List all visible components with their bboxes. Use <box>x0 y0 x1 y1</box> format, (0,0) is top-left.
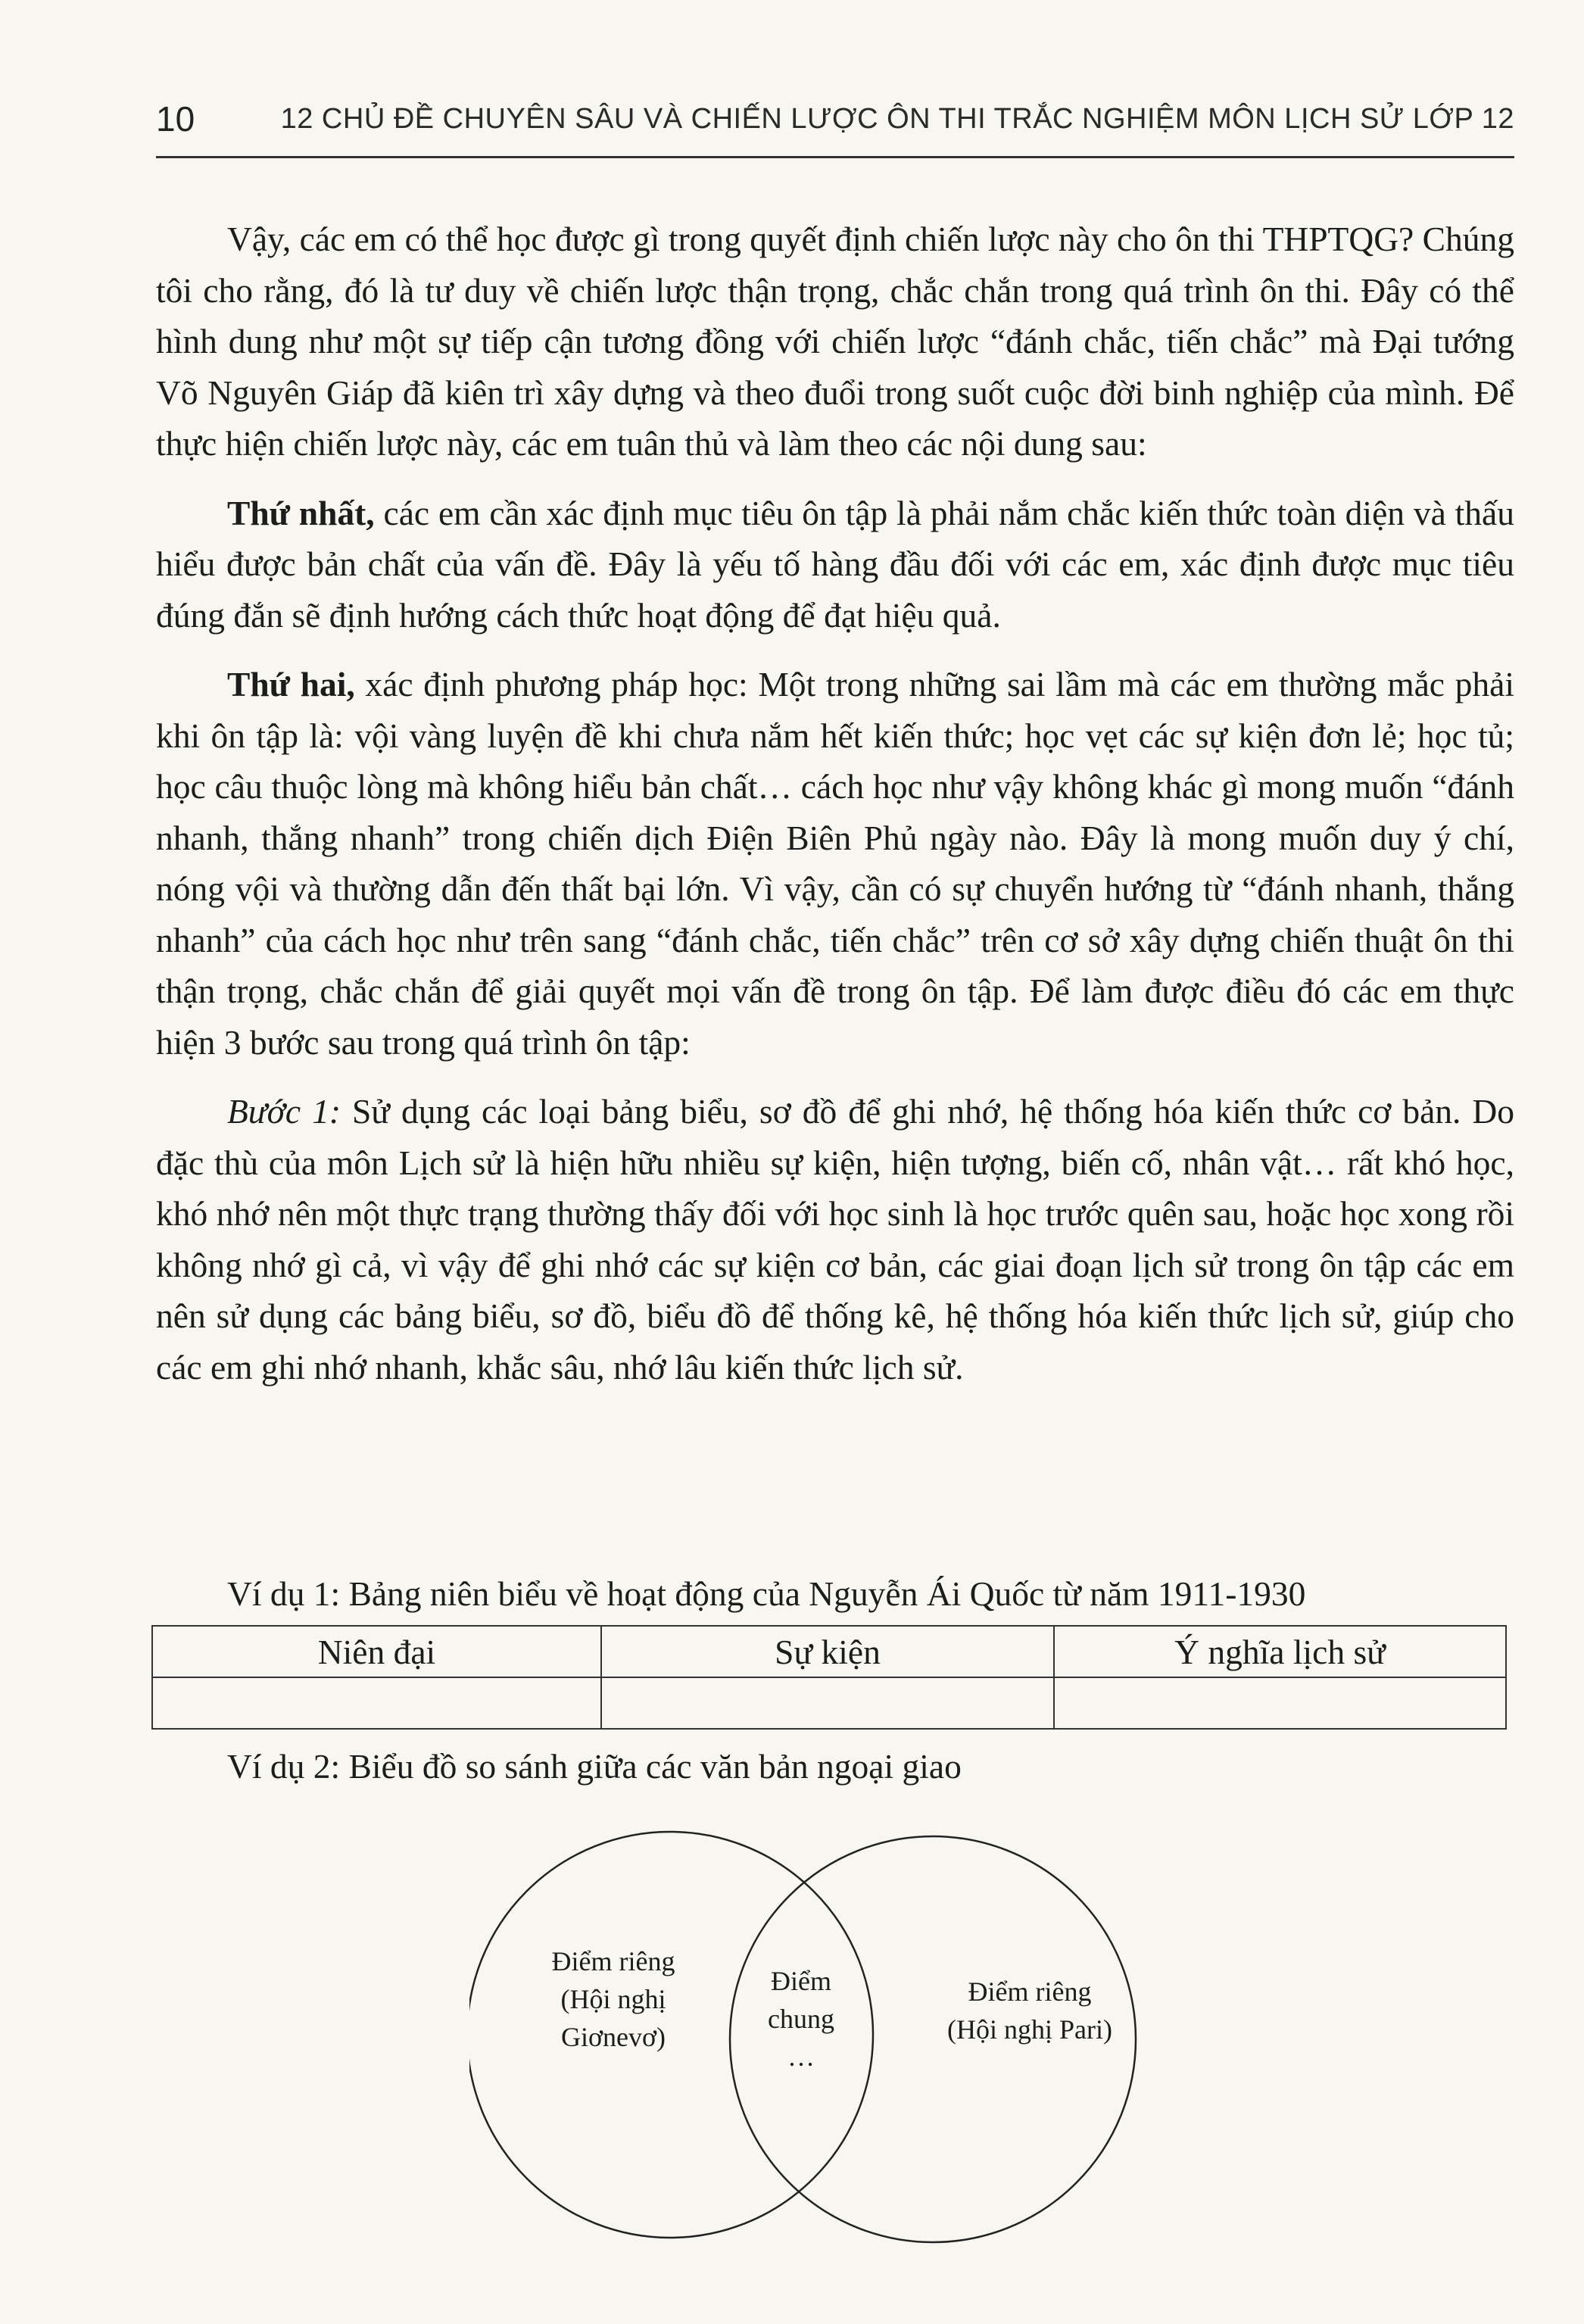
table-cell-empty <box>153 1678 602 1728</box>
paragraph-step-1-text: Sử dụng các loại bảng biểu, sơ đồ để ghi nhớ, hệ thống hóa kiến thức cơ bản. Do đặc thù của môn Lịch sử là hiện hữu nhiều sự kiện, hiện tượng, biến cố, nhân vật… rất khó học, khó nhớ nên một thực trạng thường thấy đối với học sinh là học trước quên sau, hoặc học xong rồi không nhớ gì cả, vì vậy để ghi nhớ các sự kiện cơ bản, các giai đoạn lịch sử trong ôn tập các em nên sử dụng các bảng biểu, sơ đồ, biểu đồ để thống kê, hệ thống hóa kiến thức lịch sử, giúp cho các em ghi nhớ nhanh, khắc sâu, nhớ lâu kiến thức lịch sử. <box>156 1092 1514 1387</box>
venn-center-line-1: Điểm <box>771 1966 831 1996</box>
paragraph-first <box>156 488 1514 641</box>
running-title: 12 CHỦ ĐỀ CHUYÊN SÂU VÀ CHIẾN LƯỢC ÔN THI TRẮC NGHIỆM MÔN LỊCH SỬ LỚP 12 <box>280 103 1514 135</box>
venn-left-line-3: Giơnevơ) <box>560 2022 666 2052</box>
lead-second: Thứ hai, <box>227 665 355 703</box>
venn-center-line-3: … <box>787 2042 815 2072</box>
body-text <box>156 214 1514 1393</box>
table-header-date: Niên đại <box>153 1627 602 1678</box>
venn-center-label <box>748 1962 854 2076</box>
chronology-table <box>151 1625 1507 1730</box>
step-label: Bước 1: <box>227 1092 341 1131</box>
lead-first: Thứ nhất, <box>227 493 375 532</box>
table-cell-empty <box>602 1678 1055 1728</box>
paragraph-second-text: xác định phương pháp học: Một trong những sai lầm mà các em thường mắc phải khi ôn tập là: vội vàng luyện đề khi chưa nắm hết kiến thức; học vẹt các sự kiện đơn lẻ; học tủ; học câu thuộc lòng mà không hiểu bản chất… cách học như vậy không khác gì mong muốn “đánh nhanh, thắng nhanh” trong chiến dịch Điện Biên Phủ ngày nào. Đây là mong muốn duy ý chí, nóng vội và thường dẫn đến thất bại lớn. Vì vậy, cần có sự chuyển hướng từ “đánh nhanh, thắng nhanh” của cách học như trên sang “đánh chắc, tiến chắc” trên cơ sở xây dựng chiến thuật ôn thi thận trọng, chắc chắn để giải quyết mọi vấn đề trong ôn tập. Để làm được điều đó các em thực hiện 3 bước sau trong quá trình ôn tập: <box>156 665 1514 1062</box>
paragraph-second <box>156 659 1514 1068</box>
venn-left-line-2: (Hội nghị <box>560 1984 666 2014</box>
venn-right-label <box>916 1973 1143 2048</box>
page-number: 10 <box>156 99 195 139</box>
example-2-label: Ví dụ 2: Biểu đồ so sánh giữa các văn bản ngoại giao <box>227 1747 962 1786</box>
table-header-significance: Ý nghĩa lịch sử <box>1055 1627 1505 1678</box>
venn-diagram <box>469 1814 1227 2268</box>
venn-right-line-1: Điểm riêng <box>968 1976 1092 2007</box>
paragraph-step-1 <box>156 1086 1514 1393</box>
paragraph-intro: Vậy, các em có thể học được gì trong quyết định chiến lược này cho ôn thi THPTQG? Chúng tôi cho rằng, đó là tư duy về chiến lược thận trọng, chắc chắn trong quá trình ôn thi. Đây có thể hình dung như một sự tiếp cận tương đồng với chiến lược “đánh chắc, tiến chắc” mà Đại tướng Võ Nguyên Giáp đã kiên trì xây dựng và theo đuổi trong suốt cuộc đời binh nghiệp của mình. Để thực hiện chiến lược này, các em tuân thủ và làm theo các nội dung sau: <box>156 220 1514 463</box>
venn-center-line-2: chung <box>768 2004 834 2034</box>
venn-left-label <box>515 1942 712 2056</box>
page-header <box>156 88 1514 158</box>
venn-right-line-2: (Hội nghị Pari) <box>947 2014 1112 2045</box>
paragraph-first-text: các em cần xác định mục tiêu ôn tập là phải nắm chắc kiến thức toàn diện và thấu hiểu được bản chất của vấn đề. Đây là yếu tố hàng đầu đối với các em, xác định được mục tiêu đúng đắn sẽ định hướng cách thức hoạt động để đạt hiệu quả. <box>156 493 1514 635</box>
venn-left-line-1: Điểm riêng <box>551 1946 675 1976</box>
table-cell-empty <box>1055 1678 1505 1728</box>
example-1-label: Ví dụ 1: Bảng niên biểu về hoạt động của Nguyễn Ái Quốc từ năm 1911-1930 <box>227 1574 1306 1613</box>
table-header-event: Sự kiện <box>602 1627 1055 1678</box>
